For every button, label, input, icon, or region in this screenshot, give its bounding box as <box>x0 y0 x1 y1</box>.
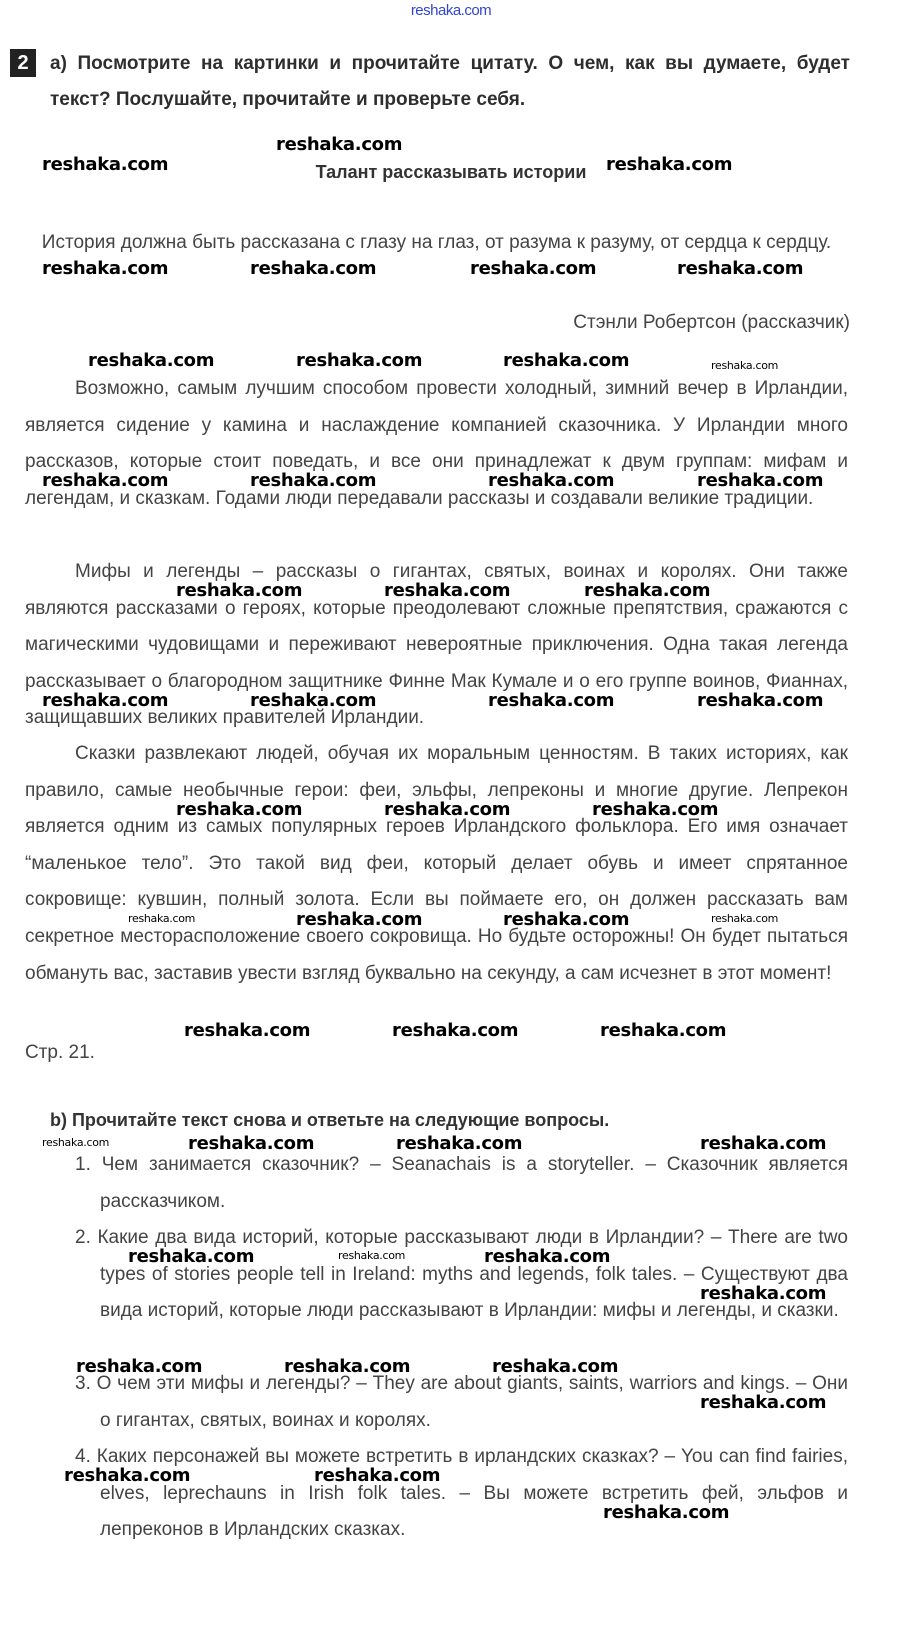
task-instruction: a) Посмотрите на картинки и прочитайте цитату. О чем, как вы думаете, будет текст? Послушайте, прочитайте и проверьте себя. <box>50 53 850 110</box>
watermark: reshaka.com <box>700 1392 827 1413</box>
watermark: reshaka.com <box>276 134 403 155</box>
task-number-badge: 2 <box>10 49 36 77</box>
watermark: reshaka.com <box>488 470 615 491</box>
watermark: reshaka.com <box>176 799 303 820</box>
watermark: reshaka.com <box>697 690 824 711</box>
epigraph-quote: История должна быть рассказана с глазу на глаз, от разума к разуму, от сердца к сердцу. <box>41 232 832 253</box>
quote-author: Стэнли Робертсон (рассказчик) <box>573 312 850 333</box>
article-paragraph: Мифы и легенды – рассказы о гигантах, святых, воинах и королях. Они также являются рассказами о героях, которые преодолевают сложные препятствия, сражаются с магическими чудовищами и переживают невероятные приключения. Одна такая легенда рассказывает о благородном защитнике Финне Мак Кумале и о его группе воинов, Фианнах, защищавших великих правителей Ирландии. <box>25 561 848 729</box>
watermark: reshaka.com <box>250 470 377 491</box>
watermark: reshaka.com <box>384 799 511 820</box>
article-paragraph: Сказки развлекают людей, обучая их моральным ценностям. В таких историях, как правило, самые необычные герои: феи, эльфы, лепреконы и многие другие. Лепрекон является одним из самых популярных героев Ирландского фольклора. Его имя означает “маленькое тело”. Это такой вид феи, который делает обувь и имеет спрятанное сокровище: кувшин, полный золота. Если вы поймаете его, он должен рассказать вам секретное месторасположение своего сокровища. Но будьте осторожны! Он будет пытаться обмануть вас, заставив увести взгляд буквально на секунду, а сам исчезнет в этот момент! <box>25 743 848 984</box>
watermark: reshaka.com <box>488 690 615 711</box>
watermark: reshaka.com <box>314 1465 441 1486</box>
watermark: reshaka.com <box>600 1020 727 1041</box>
article-title: Талант рассказывать истории <box>315 162 587 182</box>
watermark: reshaka.com <box>42 470 169 491</box>
watermark: reshaka.com <box>492 1356 619 1377</box>
watermark: reshaka.com <box>396 1133 523 1154</box>
watermark: reshaka.com <box>64 1465 191 1486</box>
question-item: 2. Какие два вида историй, которые рассказывают люди в Ирландии? – There are two types of stories people tell in Ireland: myths and legends, folk tales. – Существуют два вида историй, которые люди рассказывают в Ирландии: мифы и легенды, и сказки. <box>75 1227 848 1322</box>
article-paragraph: Возможно, самым лучшим способом провести холодный, зимний вечер в Ирландии, является сидение у камина и наслаждение компанией сказочника. У Ирландии много рассказов, которые стоит поведать, и все они принадлежат к двум группам: мифам и легендам, и сказкам. Годами люди передавали рассказы и создавали великие традиции. <box>25 378 848 509</box>
question-item: 1. Чем занимается сказочник? – Seanachais is a storyteller. – Сказочник является рассказчиком. <box>75 1154 848 1212</box>
watermark: reshaka.com <box>470 258 597 279</box>
watermark: reshaka.com <box>42 690 169 711</box>
watermark: reshaka.com <box>296 909 423 930</box>
watermark: reshaka.com <box>76 1356 203 1377</box>
site-header-link[interactable]: reshaka.com <box>410 2 492 19</box>
watermark: reshaka.com <box>392 1020 519 1041</box>
watermark: reshaka.com <box>128 1246 255 1267</box>
watermark: reshaka.com <box>503 909 630 930</box>
watermark: reshaka.com <box>250 258 377 279</box>
watermark: reshaka.com <box>584 580 711 601</box>
watermark: reshaka.com <box>250 690 377 711</box>
watermark: reshaka.com <box>711 359 779 372</box>
watermark: reshaka.com <box>592 799 719 820</box>
watermark: reshaka.com <box>677 258 804 279</box>
watermark: reshaka.com <box>176 580 303 601</box>
watermark: reshaka.com <box>484 1246 611 1267</box>
watermark: reshaka.com <box>603 1502 730 1523</box>
watermark: reshaka.com <box>284 1356 411 1377</box>
watermark: reshaka.com <box>384 580 511 601</box>
watermark: reshaka.com <box>188 1133 315 1154</box>
watermark: reshaka.com <box>42 154 169 175</box>
watermark: reshaka.com <box>700 1283 827 1304</box>
watermark: reshaka.com <box>296 350 423 371</box>
watermark: reshaka.com <box>42 1136 110 1149</box>
watermark: reshaka.com <box>700 1133 827 1154</box>
question-item: 3. О чем эти мифы и легенды? – They are about giants, saints, warriors and kings. – Они о гигантах, святых, воинах и королях. <box>75 1373 848 1431</box>
watermark: reshaka.com <box>88 350 215 371</box>
watermark: reshaka.com <box>711 912 779 925</box>
watermark: reshaka.com <box>184 1020 311 1041</box>
watermark: reshaka.com <box>128 912 196 925</box>
question-item: 4. Каких персонажей вы можете встретить в ирландских сказках? – You can find fairies, elves, leprechauns in Irish folk tales. – Вы можете встретить фей, эльфов и лепреконов в Ирландских сказках. <box>75 1446 848 1541</box>
watermark: reshaka.com <box>338 1249 406 1262</box>
watermark: reshaka.com <box>697 470 824 491</box>
part-b-heading: b) Прочитайте текст снова и ответьте на следующие вопросы. <box>50 1110 610 1130</box>
watermark: reshaka.com <box>503 350 630 371</box>
watermark: reshaka.com <box>42 258 169 279</box>
watermark: reshaka.com <box>606 154 733 175</box>
page-reference: Стр. 21. <box>25 1042 95 1063</box>
